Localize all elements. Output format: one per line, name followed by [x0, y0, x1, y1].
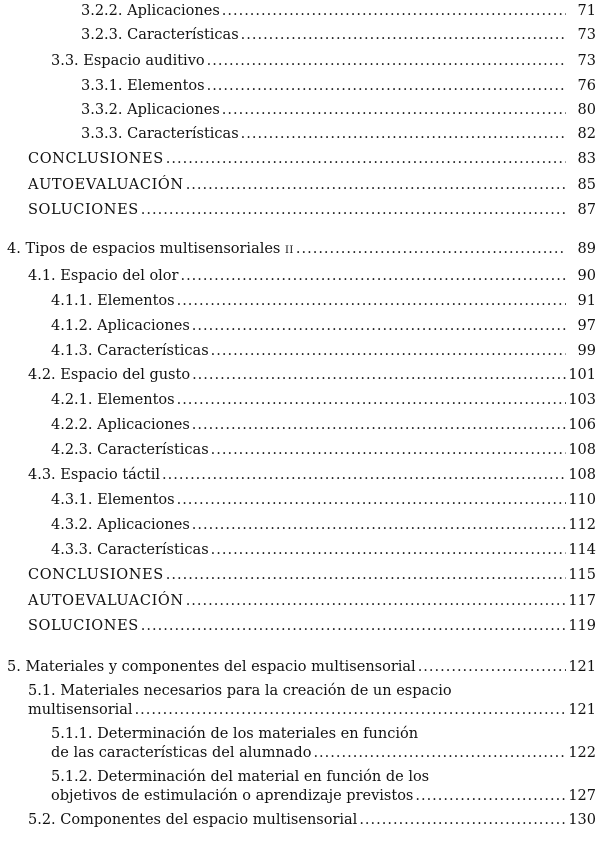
dot-leader — [207, 50, 566, 72]
dot-leader — [177, 489, 566, 511]
toc-entry-page: 80 — [577, 102, 596, 118]
dot-leader — [211, 539, 566, 561]
toc-entry — [0, 75, 600, 97]
toc-entry-title: CONCLUSIONES — [28, 567, 164, 583]
toc-entry-page: 127 — [568, 788, 596, 804]
toc-entry — [0, 464, 600, 486]
toc-entry — [0, 514, 600, 536]
toc-entry-title: 4.2. Espacio del gusto — [28, 367, 191, 383]
toc-entry — [0, 0, 600, 22]
toc-entry-page: 110 — [568, 492, 596, 508]
dot-leader — [141, 199, 566, 221]
toc-entry-title: de las características del alumnado — [51, 745, 312, 761]
toc-entry-title: AUTOEVALUACIÓN — [28, 177, 184, 193]
toc-entry-title: SOLUCIONES — [28, 202, 139, 218]
toc-entry-page: 71 — [577, 3, 596, 19]
dot-leader — [141, 615, 566, 637]
toc-entry-page: 103 — [568, 392, 596, 408]
toc-entry-page: 83 — [577, 151, 596, 167]
toc-entry-title: 4.2.2. Aplicaciones — [51, 417, 190, 433]
dot-leader — [418, 656, 566, 678]
toc-entry — [0, 174, 600, 196]
toc-entry — [0, 24, 600, 46]
toc-entry — [0, 439, 600, 461]
toc-entry-page: 121 — [568, 659, 596, 675]
toc-entry-title: objetivos de estimulación o aprendizaje previstos — [51, 788, 414, 804]
toc-entry-page: 73 — [577, 53, 596, 69]
toc-entry-page: 90 — [577, 268, 596, 284]
dot-leader — [162, 464, 566, 486]
dot-leader — [177, 389, 566, 411]
toc-entry-title: multisensorial — [28, 702, 133, 718]
dot-leader — [166, 564, 566, 586]
toc-entry-title: 4. Tipos de espacios multisensoriales II — [7, 241, 294, 257]
dot-leader — [192, 414, 566, 436]
toc-entry — [0, 199, 600, 221]
dot-leader — [192, 514, 566, 536]
toc-entry — [0, 99, 600, 121]
toc-entry — [0, 50, 600, 72]
toc-entry — [0, 615, 600, 637]
dot-leader — [207, 75, 566, 97]
toc-entry-title: 5. Materiales y componentes del espacio multisensorial — [7, 659, 416, 675]
toc-entry — [0, 742, 600, 764]
toc-entry-page: 117 — [568, 593, 596, 609]
toc-entry-page: 73 — [577, 27, 596, 43]
toc-entry-title: 4.3.2. Aplicaciones — [51, 517, 190, 533]
toc-entry — [0, 265, 600, 287]
toc-entry — [0, 290, 600, 312]
dot-leader — [211, 340, 566, 362]
toc-entry-title: 5.2. Componentes del espacio multisensorial — [28, 812, 358, 828]
toc-entry-title: 4.1. Espacio del olor — [28, 268, 179, 284]
toc-entry-title: 3.3. Espacio auditivo — [51, 53, 205, 69]
toc-entry-title-line1: 5.1. Materiales necesarios para la creación de un espacio — [28, 683, 452, 699]
dot-leader — [222, 0, 566, 22]
toc-entry-page: 130 — [568, 812, 596, 828]
toc-entry-page: 91 — [577, 293, 596, 309]
dot-leader — [135, 699, 566, 721]
toc-entry — [0, 785, 600, 807]
toc-entry-page: 85 — [577, 177, 596, 193]
toc-entry — [0, 809, 600, 831]
toc-entry — [0, 699, 600, 721]
dot-leader — [192, 315, 566, 337]
toc-entry-page: 119 — [568, 618, 596, 634]
toc-entry-title: 4.2.3. Características — [51, 442, 209, 458]
toc-entry — [0, 564, 600, 586]
dot-leader — [222, 99, 566, 121]
dot-leader — [313, 742, 566, 764]
toc-entry-page: 112 — [568, 517, 596, 533]
toc-entry-title: 3.3.3. Características — [81, 126, 239, 142]
dot-leader — [166, 148, 566, 170]
dot-leader — [241, 123, 566, 145]
toc-entry-title: 4.3.1. Elementos — [51, 492, 175, 508]
toc-entry-title: AUTOEVALUACIÓN — [28, 593, 184, 609]
toc-entry — [0, 539, 600, 561]
toc-entry-page: 115 — [568, 567, 596, 583]
toc-entry — [0, 590, 600, 612]
dot-leader — [211, 439, 566, 461]
toc-entry-title: 3.3.1. Elementos — [81, 78, 205, 94]
dot-leader — [415, 785, 566, 807]
toc-entry-title: 4.2.1. Elementos — [51, 392, 175, 408]
toc-entry — [0, 340, 600, 362]
toc-entry-page: 87 — [577, 202, 596, 218]
toc-entry — [0, 148, 600, 170]
toc-entry-page: 106 — [568, 417, 596, 433]
dot-leader — [186, 590, 566, 612]
toc-entry-title: SOLUCIONES — [28, 618, 139, 634]
toc-entry-page: 89 — [577, 241, 596, 257]
toc-entry — [0, 123, 600, 145]
toc-entry-page: 99 — [577, 343, 596, 359]
toc-entry-title: 3.2.2. Aplicaciones — [81, 3, 220, 19]
toc-entry — [0, 656, 600, 678]
toc-entry-page: 76 — [577, 78, 596, 94]
toc-entry-title-line1: 5.1.2. Determinación del material en función de los — [51, 769, 430, 785]
toc-entry — [0, 364, 600, 386]
toc-entry-title: 4.3. Espacio táctil — [28, 467, 161, 483]
toc-entry-title: 4.1.1. Elementos — [51, 293, 175, 309]
toc-entry-title: 3.2.3. Características — [81, 27, 239, 43]
toc-entry — [0, 414, 600, 436]
toc-entry-title-line1: 5.1.1. Determinación de los materiales en función — [51, 726, 419, 742]
toc-entry-title: 3.3.2. Aplicaciones — [81, 102, 220, 118]
dot-leader — [180, 265, 566, 287]
toc-entry-page: 101 — [568, 367, 596, 383]
toc-entry-title: 4.1.3. Características — [51, 343, 209, 359]
dot-leader — [241, 24, 566, 46]
toc-entry-page: 121 — [568, 702, 596, 718]
toc-entry-title: 4.1.2. Aplicaciones — [51, 318, 190, 334]
dot-leader — [177, 290, 566, 312]
toc-entry — [0, 389, 600, 411]
toc-entry-title-suffix: II — [284, 245, 294, 256]
toc-entry — [0, 489, 600, 511]
toc-entry-page: 114 — [568, 542, 596, 558]
dot-leader — [186, 174, 566, 196]
dot-leader — [192, 364, 566, 386]
toc-entry-page: 108 — [568, 467, 596, 483]
toc-entry-title: CONCLUSIONES — [28, 151, 164, 167]
toc-entry — [0, 315, 600, 337]
toc-entry-page: 122 — [568, 745, 596, 761]
dot-leader — [296, 238, 566, 260]
toc-entry-page: 97 — [577, 318, 596, 334]
toc-entry-title: 4.3.3. Características — [51, 542, 209, 558]
dot-leader — [359, 809, 566, 831]
toc-entry-page: 108 — [568, 442, 596, 458]
toc-entry-page: 82 — [577, 126, 596, 142]
toc-entry — [0, 240, 600, 262]
